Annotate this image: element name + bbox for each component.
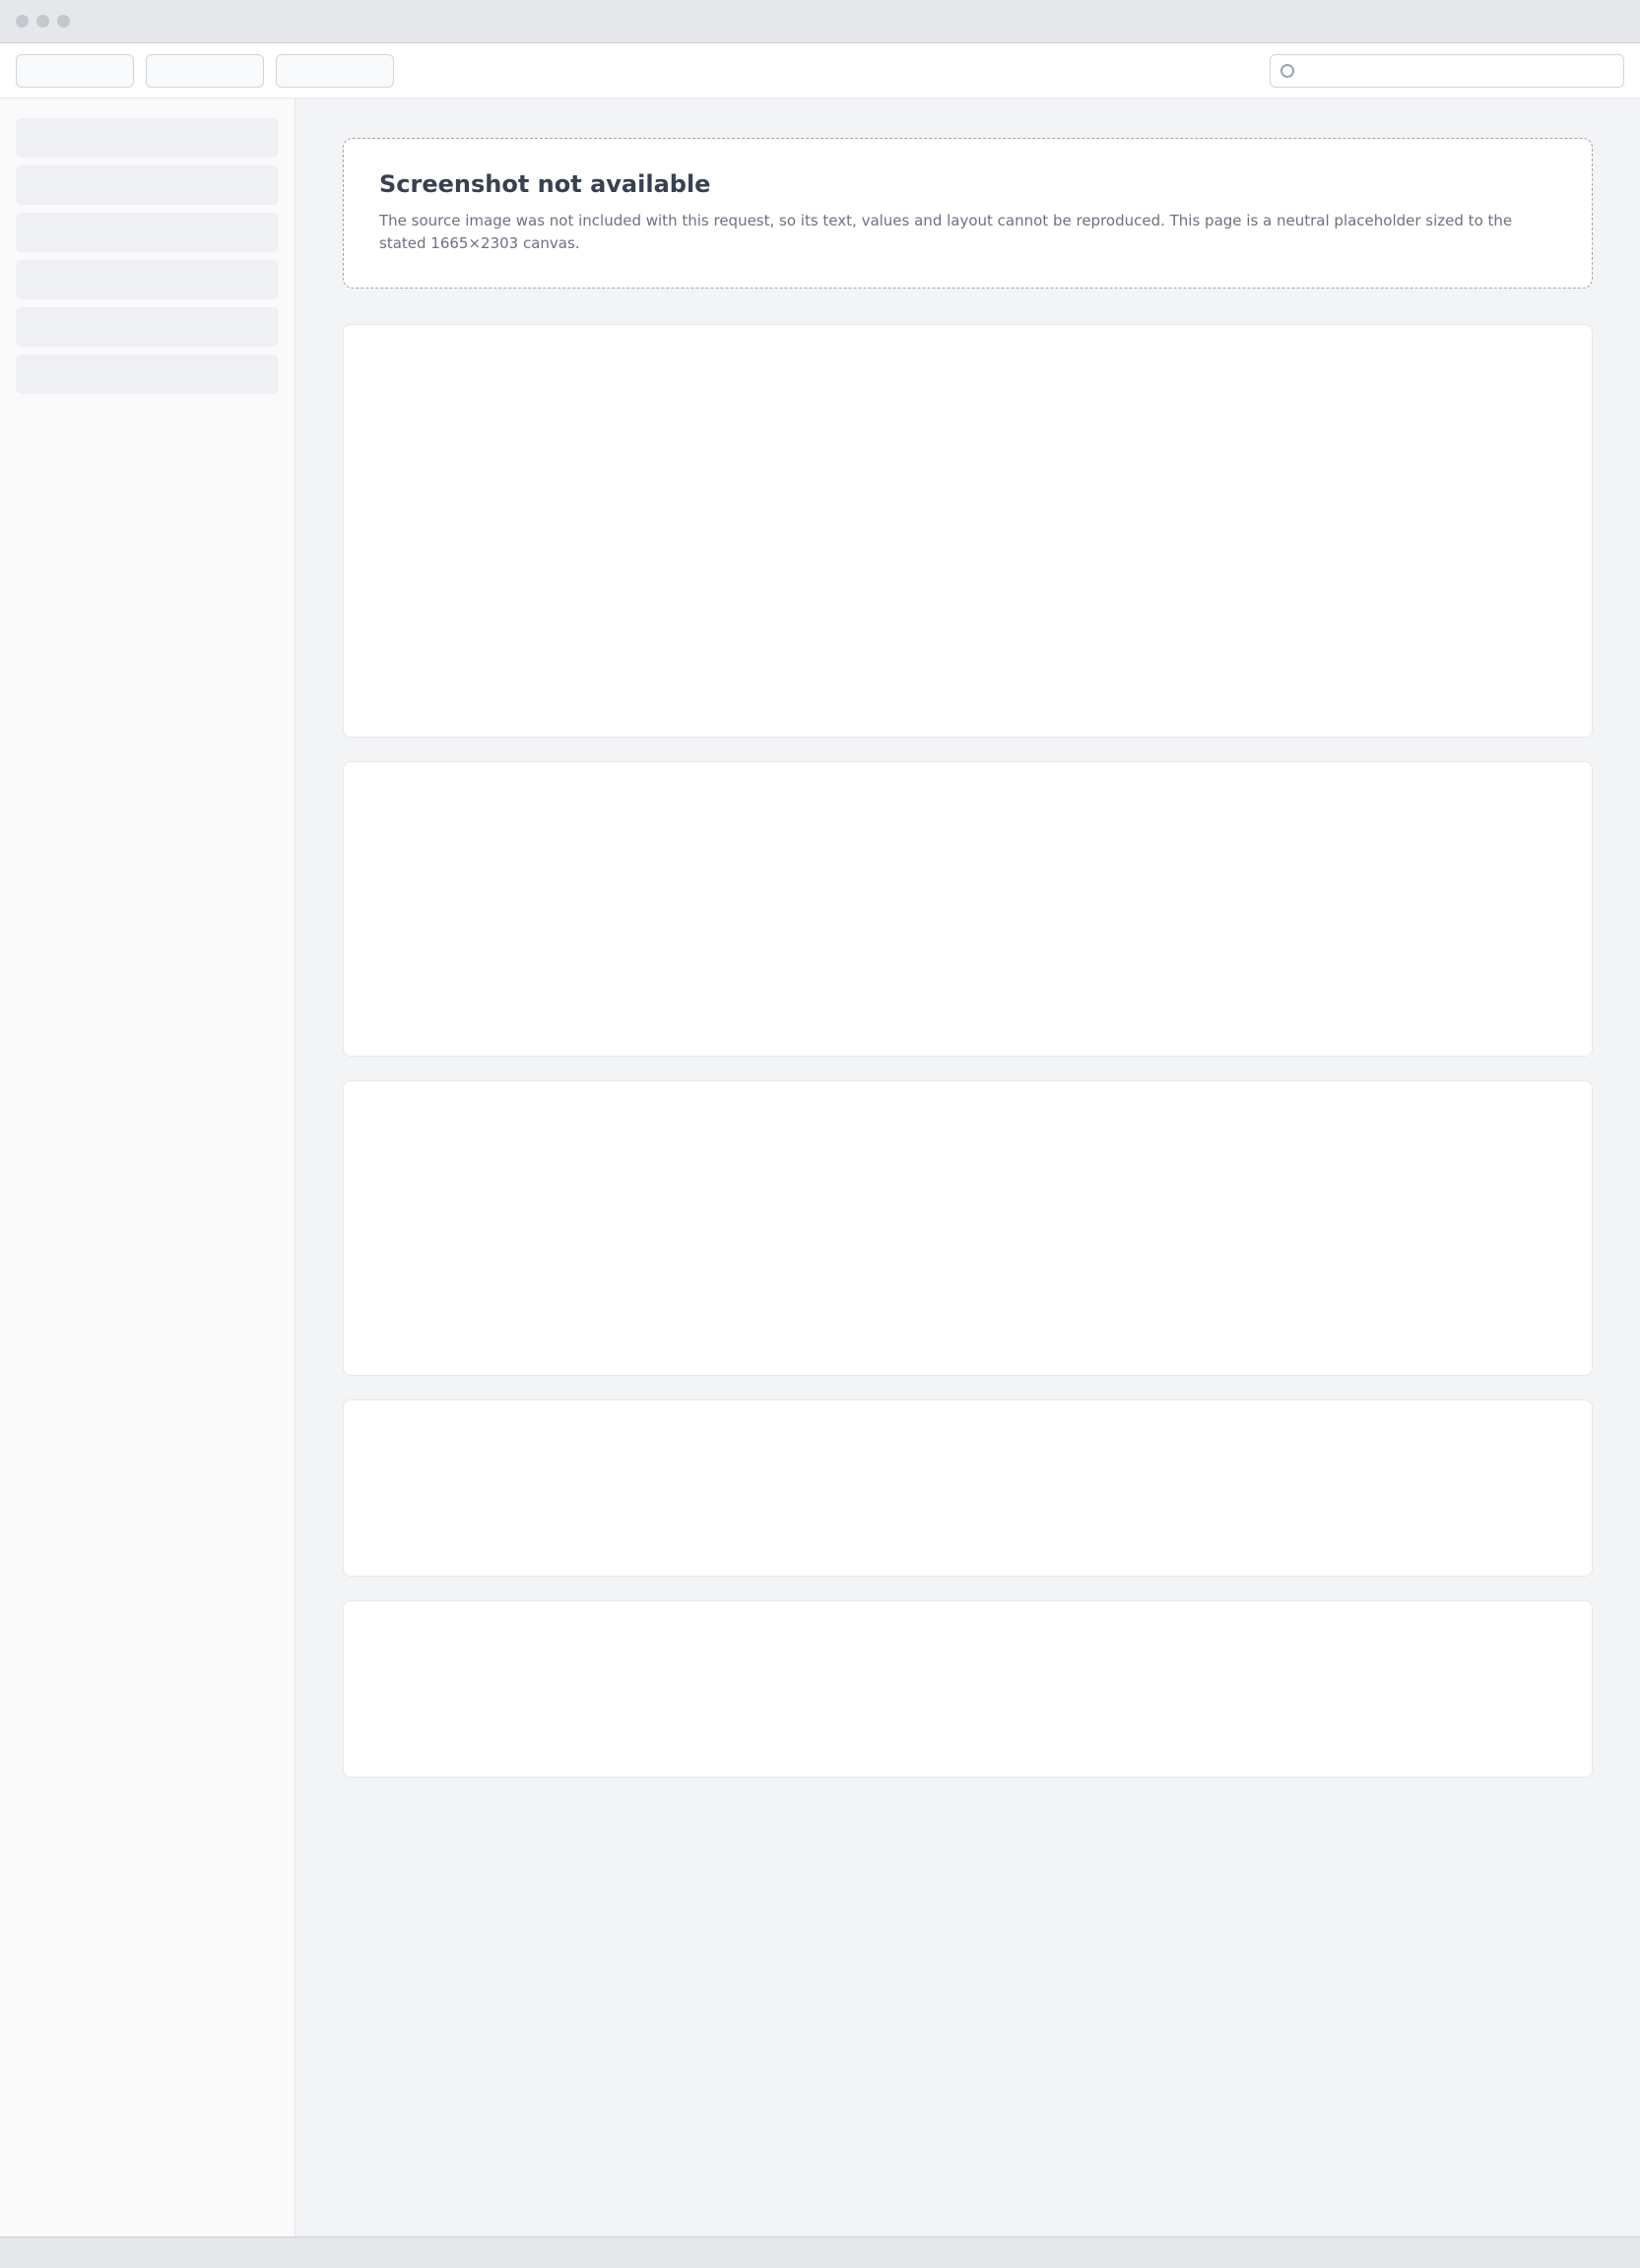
sidebar-item-placeholder[interactable] [16,260,279,299]
search-icon [1280,64,1294,78]
content-block-placeholder [343,761,1593,1057]
sidebar-item-placeholder[interactable] [16,118,279,158]
toolbar-button-placeholder[interactable] [16,54,134,88]
maximize-window-control[interactable] [57,15,70,28]
minimize-window-control[interactable] [36,15,49,28]
missing-image-notice [343,138,1593,289]
sidebar-item-placeholder[interactable] [16,355,279,394]
search-box[interactable] [1270,54,1624,88]
toolbar [0,43,1640,98]
content-block-placeholder [343,1080,1593,1376]
notice-heading: Screenshot not available [379,170,711,198]
search-input[interactable] [1302,63,1613,78]
notice-body: The source image was not included with this request, so its text, values and layout cannot be reproduced. This page is a neutral placeholder sized to the stated 1665×2303 canvas. [379,212,1513,253]
sidebar-item-placeholder[interactable] [16,307,279,347]
toolbar-button-placeholder[interactable] [146,54,264,88]
content-block-placeholder [343,1399,1593,1577]
window-controls [16,15,70,28]
close-window-control[interactable] [16,15,29,28]
sidebar [0,98,295,2236]
content-block-placeholder [343,324,1593,738]
status-bar [0,2236,1640,2268]
sidebar-item-placeholder[interactable] [16,213,279,252]
content-block-placeholder [343,1600,1593,1778]
main-content [295,98,1640,2236]
sidebar-item-placeholder[interactable] [16,165,279,205]
toolbar-button-placeholder[interactable] [276,54,394,88]
window-titlebar [0,0,1640,43]
